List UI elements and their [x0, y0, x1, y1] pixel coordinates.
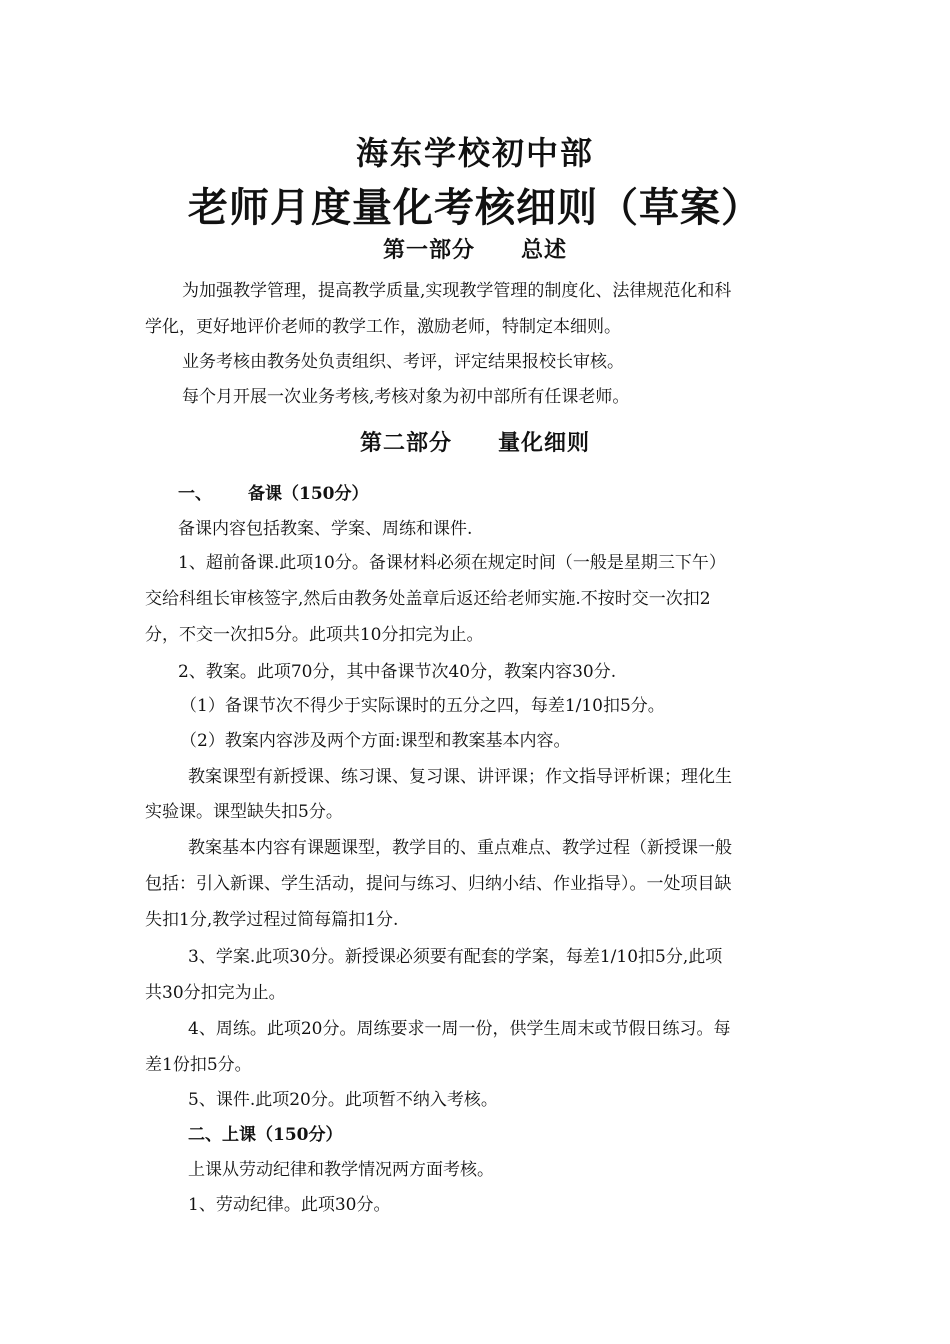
- part1-heading-number: 第一部分: [382, 237, 475, 263]
- document-title: 老师月度量化考核细则（草案）: [188, 185, 762, 231]
- paragraph-line: 共30分扣完为止。: [145, 983, 286, 1003]
- section-1-number: 一、: [178, 484, 212, 504]
- part2-heading-name: 量化细则: [498, 430, 591, 456]
- paragraph-line: 教案基本内容有课题课型，教学目的、重点难点、教学过程（新授课一般: [188, 838, 732, 858]
- section-1-title: 备课（150分）: [248, 484, 369, 504]
- paragraph-line: （2）教案内容涉及两个方面:课型和教案基本内容。: [180, 731, 571, 751]
- part2-heading-number: 第二部分: [359, 430, 452, 456]
- paragraph-line: 5、课件.此项20分。此项暂不纳入考核。: [188, 1090, 498, 1110]
- paragraph-line: 每个月开展一次业务考核,考核对象为初中部所有任课老师。: [182, 387, 630, 407]
- paragraph-line: 交给科组长审核签字,然后由教务处盖章后返还给老师实施.不按时交一次扣2: [145, 589, 711, 609]
- paragraph-line: 分，不交一次扣5分。此项共10分扣完为止。: [145, 625, 484, 645]
- paragraph-line: 备课内容包括教案、学案、周练和课件.: [178, 519, 473, 539]
- paragraph-line: 上课从劳动纪律和教学情况两方面考核。: [188, 1160, 494, 1180]
- paragraph-line: 1、超前备课.此项10分。备课材料必须在规定时间（一般是星期三下午）: [178, 553, 726, 573]
- paragraph-line: 2、教案。此项70分，其中备课节次40分，教案内容30分.: [178, 662, 617, 682]
- part1-heading-name: 总述: [521, 237, 568, 263]
- part2-heading: [0, 426, 950, 457]
- paragraph-line: 学化，更好地评价老师的教学工作，激励老师，特制定本细则。: [145, 317, 621, 337]
- part1-heading: [0, 233, 950, 264]
- paragraph-line: 1、劳动纪律。此项30分。: [188, 1195, 391, 1215]
- section-2-heading: 二、上课（150分）: [188, 1125, 343, 1145]
- school-title: 海东学校初中部: [355, 134, 594, 172]
- paragraph-line: 业务考核由教务处负责组织、考评，评定结果报校长审核。: [182, 352, 624, 372]
- paragraph-line: 为加强教学管理，提高教学质量,实现教学管理的制度化、法律规范化和科: [182, 281, 732, 301]
- paragraph-line: 包括：引入新课、学生活动，提问与练习、归纳小结、作业指导）。一处项目缺: [145, 874, 732, 894]
- section-1-heading: [178, 479, 369, 504]
- paragraph-line: 差1份扣5分。: [145, 1055, 252, 1075]
- paragraph-line: （1）备课节次不得少于实际课时的五分之四，每差1/10扣5分。: [180, 696, 665, 716]
- paragraph-line: 实验课。课型缺失扣5分。: [145, 802, 343, 822]
- paragraph-line: 教案课型有新授课、练习课、复习课、讲评课；作文指导评析课；理化生: [188, 767, 732, 787]
- paragraph-line: 4、周练。此项20分。周练要求一周一份，供学生周末或节假日练习。每: [188, 1019, 731, 1039]
- paragraph-line: 3、学案.此项30分。新授课必须要有配套的学案，每差1/10扣5分,此项: [188, 947, 723, 967]
- paragraph-line: 失扣1分,教学过程过简每篇扣1分.: [145, 910, 399, 930]
